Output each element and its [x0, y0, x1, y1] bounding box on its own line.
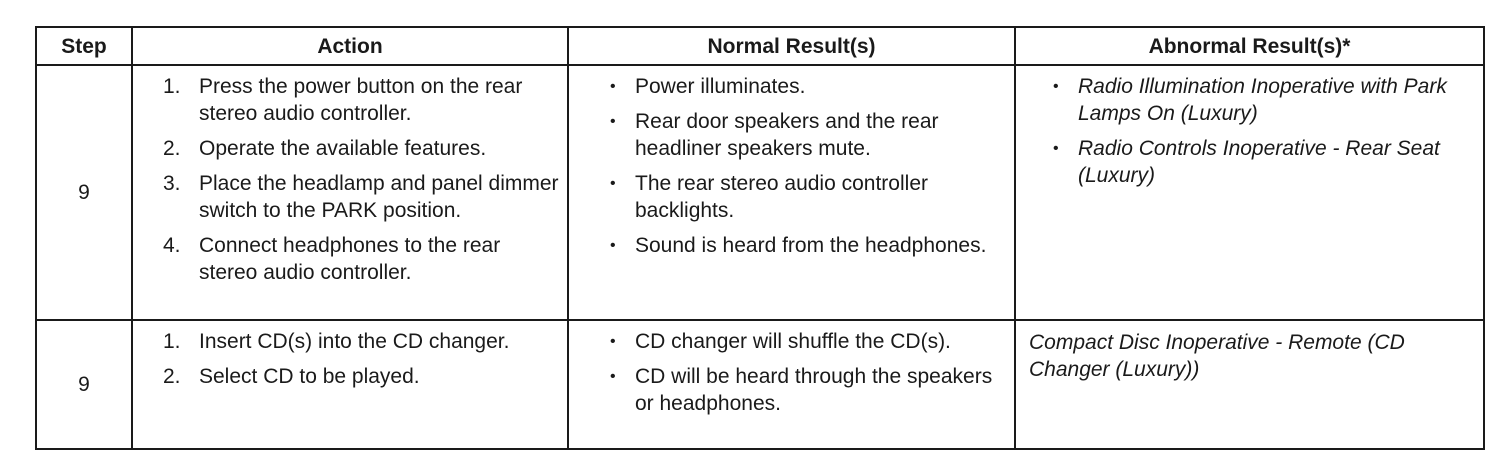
action-item: 2. Select CD to be played. [163, 364, 420, 388]
normal-result-item: • Power illuminates. [610, 75, 806, 98]
header-row [36, 27, 1484, 65]
normal-results-cell [568, 65, 1015, 320]
bullet-icon: • [610, 175, 616, 192]
normal-result-item: • The rear stereo audio controller backlights. [610, 172, 928, 222]
abnormal-results-cell [1015, 320, 1484, 449]
bullet-icon: • [610, 237, 616, 254]
bullet-icon: • [1053, 78, 1059, 95]
action-cell [132, 65, 568, 320]
action-item: 1. Insert CD(s) into the CD changer. [163, 329, 510, 353]
action-item: 4. Connect headphones to the rear stereo audio controller. [163, 234, 501, 284]
step-number: 9 [36, 320, 132, 449]
normal-result-item: • Rear door speakers and the rear headliner speakers mute. [610, 110, 939, 160]
abnormal-results-cell [1015, 65, 1484, 320]
normal-results-cell [568, 320, 1015, 449]
action-cell [132, 320, 568, 449]
abnormal-result-item: • Radio Controls Inoperative - Rear Seat (Luxury) [1053, 137, 1440, 187]
header-normal-results: Normal Result(s) [568, 27, 1015, 65]
action-item: 3. Place the headlamp and panel dimmer switch to the PARK position. [163, 172, 559, 222]
table-row [36, 320, 1484, 449]
bullet-icon: • [1053, 140, 1059, 157]
bullet-icon: • [610, 332, 616, 350]
diagnostic-table [35, 26, 1485, 450]
step-number: 9 [36, 65, 132, 320]
bullet-icon: • [610, 113, 616, 130]
abnormal-result-item: • Radio Illumination Inoperative with Park Lamps On (Luxury) [1053, 75, 1447, 125]
normal-result-item: • CD changer will shuffle the CD(s). [610, 329, 951, 353]
action-item: 1. Press the power button on the rear stereo audio controller. [163, 75, 523, 125]
bullet-icon: • [610, 78, 616, 95]
table-row [36, 65, 1484, 320]
header-step: Step [36, 27, 132, 65]
header-abnormal-results: Abnormal Result(s)* [1015, 27, 1484, 65]
bullet-icon: • [610, 367, 616, 385]
abnormal-result-text: Compact Disc Inoperative - Remote (CD Changer (Luxury)) [1029, 330, 1405, 381]
action-item: 2. Operate the available features. [163, 137, 487, 160]
normal-result-item: • CD will be heard through the speakers or headphones. [610, 364, 993, 415]
header-action: Action [132, 27, 568, 65]
normal-result-item: • Sound is heard from the headphones. [610, 234, 987, 257]
